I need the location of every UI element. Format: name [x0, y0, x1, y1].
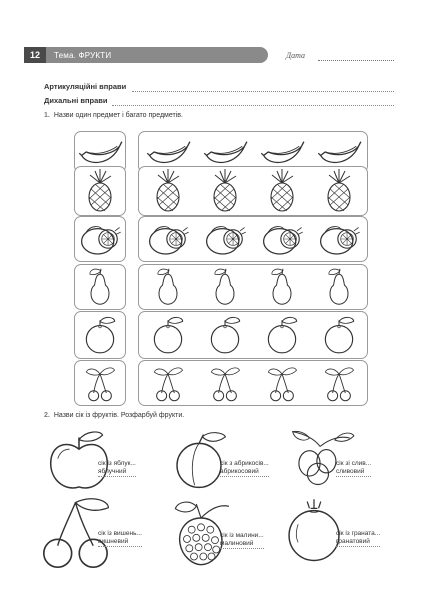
date-label: Дата	[286, 51, 305, 60]
juice-prompt-cherry: сік із вишень...	[98, 530, 142, 537]
task-2-instruction	[44, 412, 184, 419]
pineapple-icon	[202, 169, 248, 213]
lemon-icon	[259, 219, 305, 259]
many-fruits-box	[138, 166, 368, 216]
juice-answer-apple: яблучний	[98, 468, 136, 477]
articulation-exercises-label: Артикуляційні вправи	[44, 82, 127, 91]
orange-icon	[75, 314, 125, 356]
lemon-icon	[202, 219, 248, 259]
single-fruit-box	[74, 311, 126, 359]
juice-item-plum	[336, 460, 371, 477]
banana-icon	[202, 134, 248, 170]
articulation-answer-line[interactable]	[132, 91, 394, 92]
juice-item-cherry	[98, 530, 142, 547]
juice-prompt-raspberry: сік із малини...	[220, 532, 264, 539]
many-fruits-box	[138, 360, 368, 406]
juice-prompt-apple: сік із яблук...	[98, 460, 136, 467]
many-fruits-box	[138, 264, 368, 310]
juice-item-apricot	[220, 460, 269, 477]
juice-answer-pomegranate: гранатовий	[336, 538, 380, 547]
lemon-icon	[316, 219, 362, 259]
juice-prompt-pomegranate: сік із граната...	[336, 530, 381, 537]
task-2-number: 2.	[44, 412, 50, 419]
juice-answer-apricot: абрикосовий	[220, 468, 269, 477]
pear-icon	[145, 267, 191, 307]
pineapple-icon	[316, 169, 362, 213]
juice-answer-plum: сливовий	[336, 468, 371, 477]
lemon-icon	[145, 219, 191, 259]
cherry-icon	[202, 363, 248, 403]
topic-header-bar	[24, 47, 268, 63]
pineapple-icon	[259, 169, 305, 213]
banana-icon	[145, 134, 191, 170]
juice-item-apple	[98, 460, 136, 477]
pineapple-icon	[145, 169, 191, 213]
pear-icon	[316, 267, 362, 307]
juice-item-pomegranate	[336, 530, 380, 547]
orange-icon	[259, 314, 305, 356]
pear-icon	[202, 267, 248, 307]
many-fruits-box	[138, 311, 368, 359]
cherry-icon	[259, 363, 305, 403]
cherry-icon	[75, 363, 125, 403]
pear-icon	[75, 267, 125, 307]
task-1-instruction	[44, 112, 183, 119]
orange-icon	[316, 314, 362, 356]
plum-icon[interactable]	[282, 426, 356, 488]
single-fruit-box	[74, 216, 126, 262]
pineapple-icon	[75, 169, 125, 213]
cherry-icon	[145, 363, 191, 403]
orange-icon	[145, 314, 191, 356]
date-line	[318, 60, 394, 61]
single-fruit-box	[74, 166, 126, 216]
task-1-number: 1.	[44, 112, 50, 119]
breathing-answer-line[interactable]	[112, 105, 394, 106]
juice-answer-cherry: вишневий	[98, 538, 142, 547]
single-fruit-box	[74, 264, 126, 310]
banana-icon	[316, 134, 362, 170]
page-number: 12	[24, 47, 46, 63]
juice-prompt-plum: сік зі слив...	[336, 460, 372, 467]
pear-icon	[259, 267, 305, 307]
juice-answer-raspberry: малиновий	[220, 540, 264, 549]
banana-icon	[259, 134, 305, 170]
single-fruit-box	[74, 360, 126, 406]
juice-item-raspberry	[220, 532, 264, 549]
task-2-text: Назви сік із фруктів. Розфарбуй фрукти.	[53, 412, 185, 419]
breathing-exercises-label: Дихальні вправи	[44, 96, 108, 105]
many-fruits-box	[138, 216, 368, 262]
juice-prompt-apricot: сік з абрикосів...	[220, 460, 269, 467]
banana-icon	[75, 134, 125, 170]
lemon-icon	[75, 219, 125, 259]
orange-icon	[202, 314, 248, 356]
task-1-text: Назви один предмет і багато предметів.	[53, 112, 183, 119]
cherry-icon	[316, 363, 362, 403]
topic-title: Тема. ФРУКТИ	[54, 50, 112, 60]
